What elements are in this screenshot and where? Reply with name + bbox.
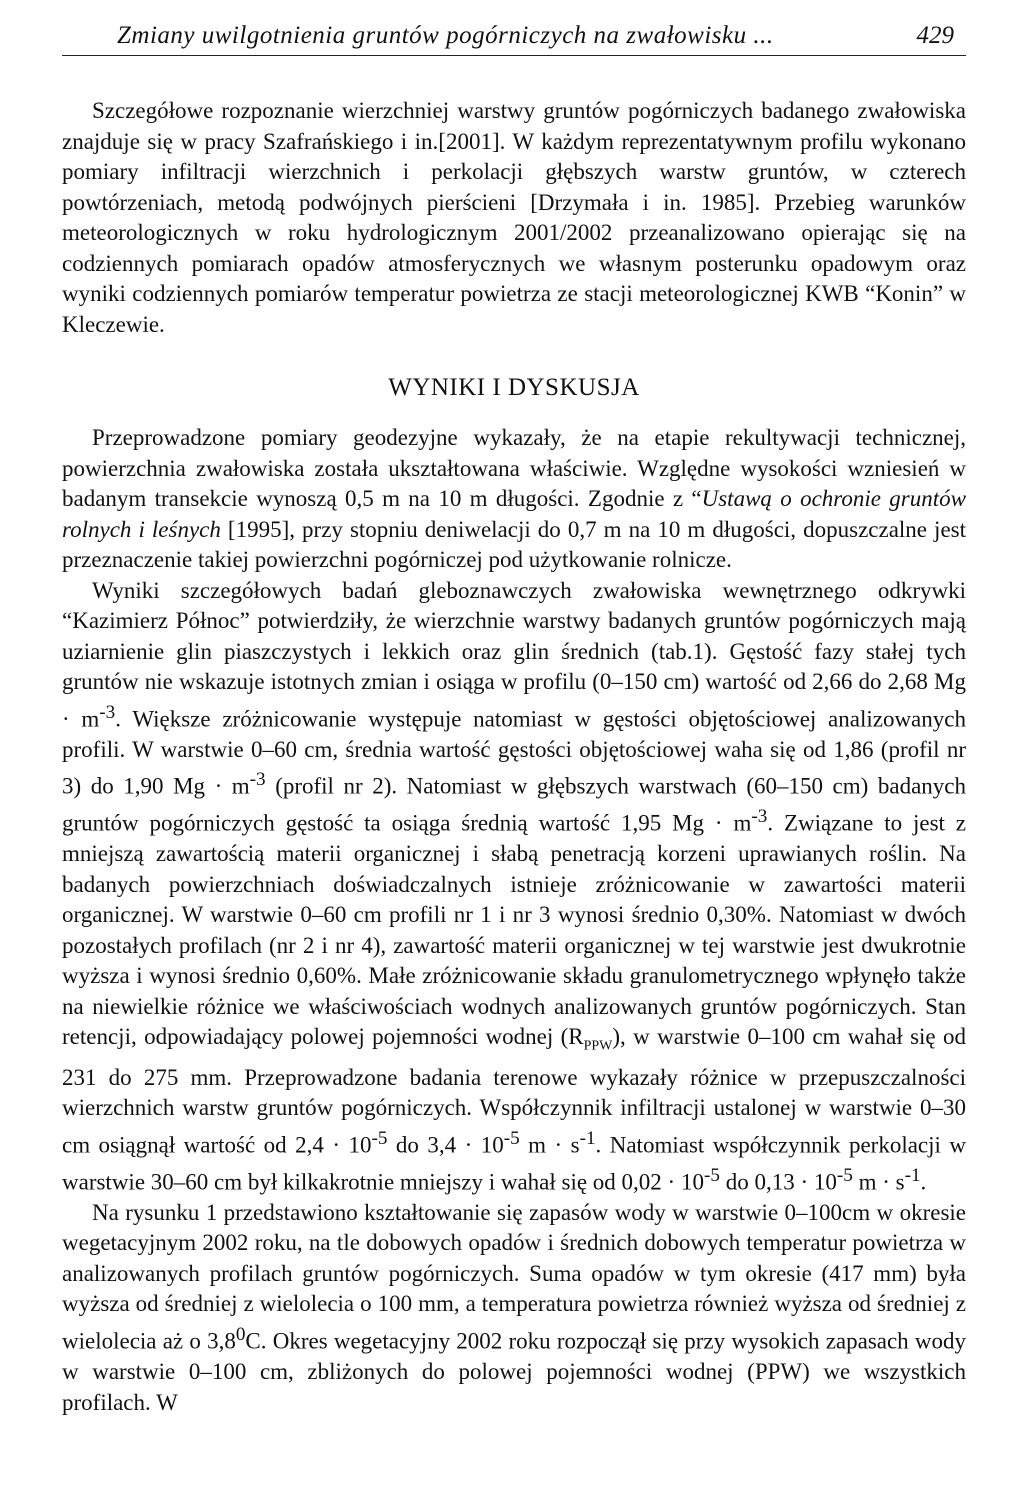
paragraph-text: m · s (519, 1132, 580, 1158)
paragraph-text: ), w warstwie 0–100 cm wahał się od 231 do 275 mm. Przeprowadzone badania terenowe wykazały różnice w przepuszczalności wierzchnich warstw gruntów pogórniczych. Współczynnik infiltracji ustalonej w warstwie 0–30 cm osiągnął wartość od 2,4 · 10 (62, 1024, 966, 1158)
paragraph-text: [1995], przy stopniu deniwelacji do 0,7 m na 10 m długości, dopuszczalne jest przeznaczenie takiej powierzchni pogórniczej pod użytkowanie rolnicze. (62, 516, 966, 572)
superscript: -1 (904, 1164, 921, 1186)
paragraph-text: do 0,13 · 10 (719, 1169, 837, 1195)
subscript: PPW (583, 1039, 613, 1055)
paragraph-text: . (920, 1169, 927, 1195)
paragraph-methods (62, 96, 966, 340)
superscript: -3 (751, 806, 768, 828)
superscript: -5 (703, 1164, 720, 1186)
paragraph-results-3 (62, 1198, 966, 1418)
paragraph-text: Przeprowadzone pomiary geodezyjne wykazały, że na etapie rekultywacji technicznej, powierzchnia zwałowiska została ukształtowana właściwie. Względne wysokości wzniesień w badanym transekcie wynoszą 0,5 m na 10 m długości. Zgodnie z “ (62, 425, 966, 511)
page-number: 429 (916, 22, 954, 49)
running-title: Zmiany uwilgotnienia gruntów pogórniczych na zwałowisku ... (117, 22, 774, 49)
paragraph-results-2 (62, 576, 966, 1198)
paragraph-text: (profil nr 2). Natomiast w głębszych warstwach (60–150 cm) badanych gruntów pogórniczych gęstość ta osiąga średnią wartość 1,95 Mg · m (62, 773, 966, 836)
paragraph-text: do 3,4 · 10 (387, 1132, 504, 1158)
paragraph-text: . Większe zróżnicowanie występuje natomiast w gęstości objętościowej analizowanych profili. W warstwie 0–60 cm, średnia wartość gęstości objętościowej waha się od 1,86 (profil nr 3) do 1,90 Mg · m (62, 706, 966, 799)
paragraph-methods-text: Szczegółowe rozpoznanie wierzchniej warstwy gruntów pogórniczych badanego zwałowiska znajduje się w pracy Szafrańskiego i in.[2001]. W każdym reprezentatywnym profilu wykonano pomiary infiltracji wierzchnich i perkolacji głębszych warstw gruntów, w czterech powtórzeniach, metodą podwójnych pierścieni [Drzymała i in. 1985]. Przebieg warunków meteorologicznych w roku hydrologicznym 2001/2002 przeanalizowano opierając się na codziennych pomiarach opadów atmosferycznych we własnym posterunku opadowym oraz wyniki codziennych pomiarów temperatur powietrza ze stacji meteorologicznej KWB “Konin” w Kleczewie. (62, 98, 966, 337)
superscript: -5 (371, 1127, 388, 1149)
running-header (62, 22, 966, 56)
paragraph-text: C. Okres wegetacyjny 2002 roku rozpoczął się przy wysokich zapasach wody w warstwie 0–100 cm, zbliżonych do polowej pojemności wodnej (PPW) we wszystkich profilach. W (62, 1328, 967, 1415)
superscript: -3 (99, 701, 116, 723)
document-page (62, 22, 966, 1418)
paragraph-text: m · s (852, 1169, 905, 1195)
superscript: 0 (235, 1323, 246, 1345)
superscript: -3 (249, 769, 266, 791)
superscript: -5 (836, 1164, 853, 1186)
superscript: -5 (503, 1127, 520, 1149)
paragraph-text: . Związane to jest z mniejszą zawartością materii organicznej i słabą penetracją korzeni uprawianych roślin. Na badanych powierzchniach doświadczalnych istnieje zróżnicowanie w zawartości materii organicznej. W warstwie 0–60 cm profili nr 1 i nr 3 wynosi średnio 0,30%. Natomiast w dwóch pozostałych profilach (nr 2 i nr 4), zawartość materii organicznej w tej warstwie jest dwukrotnie wyższa i wynosi średnio 0,60%. Małe zróżnicowanie składu granulometrycznego wpłynęło także na niewielkie różnice we właściwościach wodnych analizowanych gruntów pogórniczych. Stan retencji, odpowiadający polowej pojemności wodnej (R (62, 810, 967, 1050)
paragraph-text: Na rysunku 1 przedstawiono kształtowanie się zapasów wody w warstwie 0–100cm w okresie wegetacyjnym 2002 roku, na tle dobowych opadów i średnich dobowych temperatur powietrza w analizowanych profilach gruntów pogórniczych. Suma opadów w tym okresie (417 mm) była wyższa od średniej z wielolecia o 100 mm, a temperatura powietrza również wyższa od średniej z wielolecia aż o 3,8 (62, 1199, 966, 1354)
paragraph-text: Wyniki szczegółowych badań gleboznawczych zwałowiska wewnętrznego odkrywki “Kazimierz Północ” potwierdziły, że wierzchnie warstwy badanych gruntów pogórniczych mają uziarnienie glin piaszczystych i lekkich oraz glin średnich (tab.1). Gęstość fazy stałej tych gruntów nie wskazuje istotnych zmian i osiąga w profilu (0–150 cm) wartość od 2,66 do 2,68 Mg · m (62, 577, 966, 732)
paragraph-text: . Natomiast współczynnik perkolacji w warstwie 30–60 cm był kilkakrotnie mniejszy i wahał się od 0,02 · 10 (62, 1132, 966, 1195)
section-heading: WYNIKI I DYSKUSJA (388, 374, 640, 401)
paragraph-results-1 (62, 423, 966, 576)
superscript: -1 (579, 1127, 596, 1149)
italic-citation: Ustawą o ochronie gruntów rolnych i leśnych (62, 486, 966, 542)
body-text (62, 96, 966, 1418)
